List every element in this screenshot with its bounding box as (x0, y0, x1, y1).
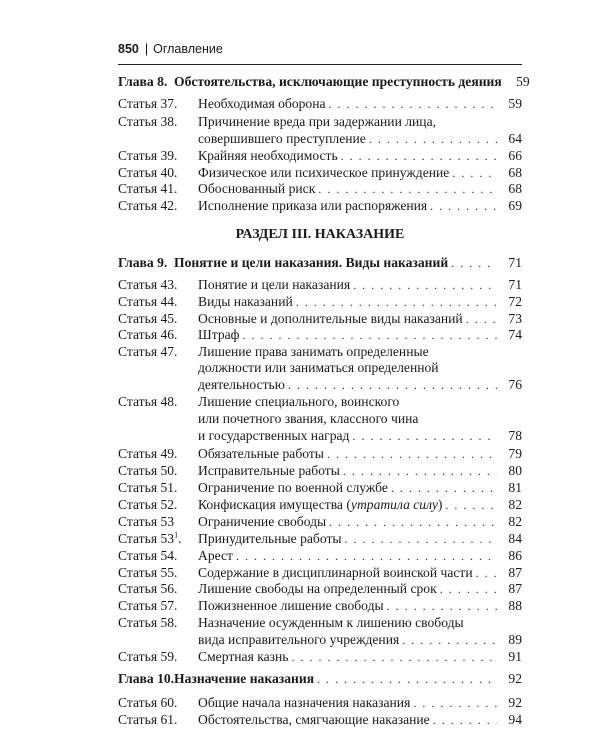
toc-entry: Статья 52. Конфискация имущества (утратила силу) . . . 82 (118, 496, 522, 513)
article-title: Ограничение по военной службе (198, 480, 388, 495)
page-ref: 94 (508, 712, 522, 727)
article-label: Статья 49. (118, 446, 178, 461)
page-ref: 88 (508, 598, 522, 613)
article-label: Статья 55. (118, 565, 178, 580)
article-title: Лишение свободы на определенный срок (198, 581, 437, 596)
toc-entry (118, 310, 522, 327)
page-ref: 92 (508, 695, 522, 710)
page-ref: 87 (508, 581, 522, 596)
article-label: Статья 59. (118, 649, 178, 664)
leader-dots (236, 548, 497, 565)
toc-entry (118, 479, 522, 496)
page-ref: 59 (508, 96, 522, 111)
chapter-label: Глава 9. (118, 255, 168, 270)
page-ref: 82 (508, 514, 522, 529)
page-ref: 87 (508, 565, 522, 580)
page-ref: 73 (508, 311, 522, 326)
page-ref: 81 (508, 480, 522, 495)
leader-dots (369, 131, 497, 148)
article-title: Штраф (198, 327, 240, 342)
article-note: утратила силу (350, 497, 438, 512)
page-ref: 80 (508, 463, 522, 478)
leader-dots (329, 514, 497, 531)
page-ref: 69 (508, 198, 522, 213)
toc-entry (118, 580, 522, 597)
article-label: Статья 42. (118, 198, 178, 213)
article-label: Статья 53 (118, 531, 175, 546)
leader-dots (317, 671, 497, 688)
article-label: Статья 39. (118, 148, 178, 163)
leader-dots (345, 531, 497, 548)
article-title: Общие начала назначения наказания (198, 695, 411, 710)
article-title-line: должности или заниматься определенной (198, 360, 439, 375)
page-ref: 72 (508, 294, 522, 309)
header-separator: | (144, 42, 149, 56)
toc-entry (118, 147, 522, 164)
article-title: Арест (198, 548, 233, 563)
article-title-line: Лишение специального, воинского (198, 394, 400, 409)
page-ref: 91 (508, 649, 522, 664)
article-title: Обоснованный риск (198, 181, 316, 196)
article-label: Статья 37. (118, 96, 178, 111)
toc-entry (118, 614, 522, 631)
toc-entry (118, 513, 522, 530)
leader-dots (387, 598, 497, 615)
article-title: Основные и дополнительные виды наказаний (198, 311, 463, 326)
toc-entry (118, 597, 522, 614)
article-title: Пожизненное лишение свободы (198, 598, 384, 613)
article-title: Крайняя необходимость (198, 148, 338, 163)
leader-dots (391, 480, 497, 497)
toc-entry (118, 293, 522, 310)
page-ref: 76 (508, 377, 522, 392)
article-title-line: Назначение осужденным к лишению свободы (198, 615, 464, 630)
leader-dots (440, 581, 497, 598)
leader-dots (430, 198, 497, 215)
article-title: Ограничение свободы (198, 514, 327, 529)
article-label: Статья 38. (118, 114, 178, 129)
article-title: Исполнение приказа или распоряжения (198, 198, 428, 213)
article-label: Статья 56. (118, 581, 178, 596)
section-heading: РАЗДЕЛ III. НАКАЗАНИЕ (235, 227, 405, 242)
leader-dots (433, 712, 497, 729)
toc-entry-continuation (118, 376, 522, 393)
article-label-with-sup: Статья $53^1$. (118, 530, 182, 546)
article-label: Статья 54. (118, 548, 178, 563)
page-ref: 89 (508, 632, 522, 647)
toc-chapter-10 (118, 670, 522, 687)
header-title: Оглавление (153, 42, 223, 56)
page-ref: 82 (508, 497, 522, 512)
article-title: совершившего преступление (198, 131, 366, 146)
article-title: Понятие и цели наказания (198, 277, 351, 292)
article-title: деятельностью (198, 377, 285, 392)
toc-entry (118, 530, 522, 547)
leader-dots (288, 377, 497, 394)
article-label: Статья 52. (118, 497, 178, 512)
article-title: вида исправительного учреждения (198, 632, 400, 647)
article-title: Физическое или психическое принуждение (198, 165, 450, 180)
toc-entry (118, 711, 522, 728)
toc-entry-continuation (118, 427, 522, 444)
toc-entry (118, 694, 522, 711)
article-label: Статья 51. (118, 480, 178, 495)
article-title-line: Причинение вреда при задержании лица, (198, 114, 437, 129)
toc-entry-continuation (118, 631, 522, 648)
article-title: Конфискация имущества (198, 497, 343, 512)
toc-entry (118, 393, 522, 410)
article-label: Статья 53 (118, 514, 175, 529)
page-ref: 64 (508, 131, 522, 146)
header-rule (118, 64, 522, 65)
toc-chapter-9 (118, 254, 522, 271)
toc-entry (118, 197, 522, 214)
article-label: Статья 58. (118, 615, 178, 630)
leader-dots (445, 497, 497, 514)
leader-dots (329, 96, 497, 113)
page-ref: 79 (508, 446, 522, 461)
article-label: Статья 61. (118, 712, 178, 727)
chapter-label: Глава 8. (118, 74, 168, 89)
page-ref: 74 (508, 327, 522, 342)
page-ref: 86 (508, 548, 522, 563)
leader-dots (353, 277, 497, 294)
leader-dots (413, 695, 497, 712)
toc-entry (118, 164, 522, 181)
page-ref: 78 (508, 428, 522, 443)
toc-chapter-8 (118, 73, 530, 90)
toc-entry (118, 343, 522, 360)
running-header (118, 42, 518, 60)
article-label: Статья 57. (118, 598, 178, 613)
page-ref: 71 (508, 255, 522, 270)
article-title: и государственных наград (198, 428, 350, 443)
article-title: Обстоятельства, смягчающие наказание (198, 712, 430, 727)
page-ref: 68 (508, 181, 522, 196)
article-title-line: или почетного звания, классного чина (198, 411, 419, 426)
article-label: Статья 50. (118, 463, 178, 478)
toc-entry (118, 95, 522, 112)
chapter-title: Обстоятельства, исключающие преступность деяния (174, 74, 502, 89)
article-title: Смертная казнь (198, 649, 289, 664)
toc-entry (118, 180, 522, 197)
article-label: Статья 46. (118, 327, 178, 342)
toc-entry (118, 113, 522, 130)
leader-dots (343, 463, 497, 480)
article-title: Виды наказаний (198, 294, 293, 309)
article-label: Статья 60. (118, 695, 178, 710)
leader-dots (341, 148, 497, 165)
article-title: Обязательные работы (198, 446, 324, 461)
page-ref: 68 (508, 165, 522, 180)
article-label: Статья 41. (118, 181, 178, 196)
toc-entry (118, 276, 522, 293)
article-superscript: 1 (174, 530, 179, 540)
toc-entry (118, 326, 522, 343)
leader-dots (318, 181, 497, 198)
article-title: Содержание в дисциплинарной воинской части (198, 565, 473, 580)
page-ref: 66 (508, 148, 522, 163)
leader-dots (352, 428, 497, 445)
toc-entry-continuation (118, 130, 522, 147)
page-ref: 84 (508, 531, 522, 546)
page-number: 850 (118, 42, 139, 56)
leader-dots (402, 632, 497, 649)
page-ref: 59 (516, 74, 530, 89)
leader-dots (327, 446, 497, 463)
leader-dots (292, 649, 498, 666)
page-ref: 71 (508, 277, 522, 292)
article-label: Статья 43. (118, 277, 178, 292)
chapter-title: Назначение наказания (174, 671, 315, 686)
toc-entry (118, 547, 522, 564)
toc-entry (118, 648, 522, 665)
toc-entry (118, 445, 522, 462)
leader-dots (451, 255, 497, 272)
article-label: Статья 47. (118, 344, 178, 359)
chapter-title: Понятие и цели наказания. Виды наказаний (174, 255, 449, 270)
article-title: Необходимая оборона (198, 96, 326, 111)
article-title: Исправительные работы (198, 463, 340, 478)
article-label: Статья 45. (118, 311, 178, 326)
article-label: Статья 48. (118, 394, 178, 409)
article-label: Статья 44. (118, 294, 178, 309)
chapter-label: Глава 10. (118, 671, 175, 686)
article-title-line: Лишение права занимать определенные (198, 344, 429, 359)
toc-entry (118, 462, 522, 479)
leader-dots (242, 327, 497, 344)
toc-entry (118, 564, 522, 581)
leader-dots (296, 294, 497, 311)
page-ref: 92 (508, 671, 522, 686)
article-label: Статья 40. (118, 165, 178, 180)
article-title: Принудительные работы (198, 531, 342, 546)
